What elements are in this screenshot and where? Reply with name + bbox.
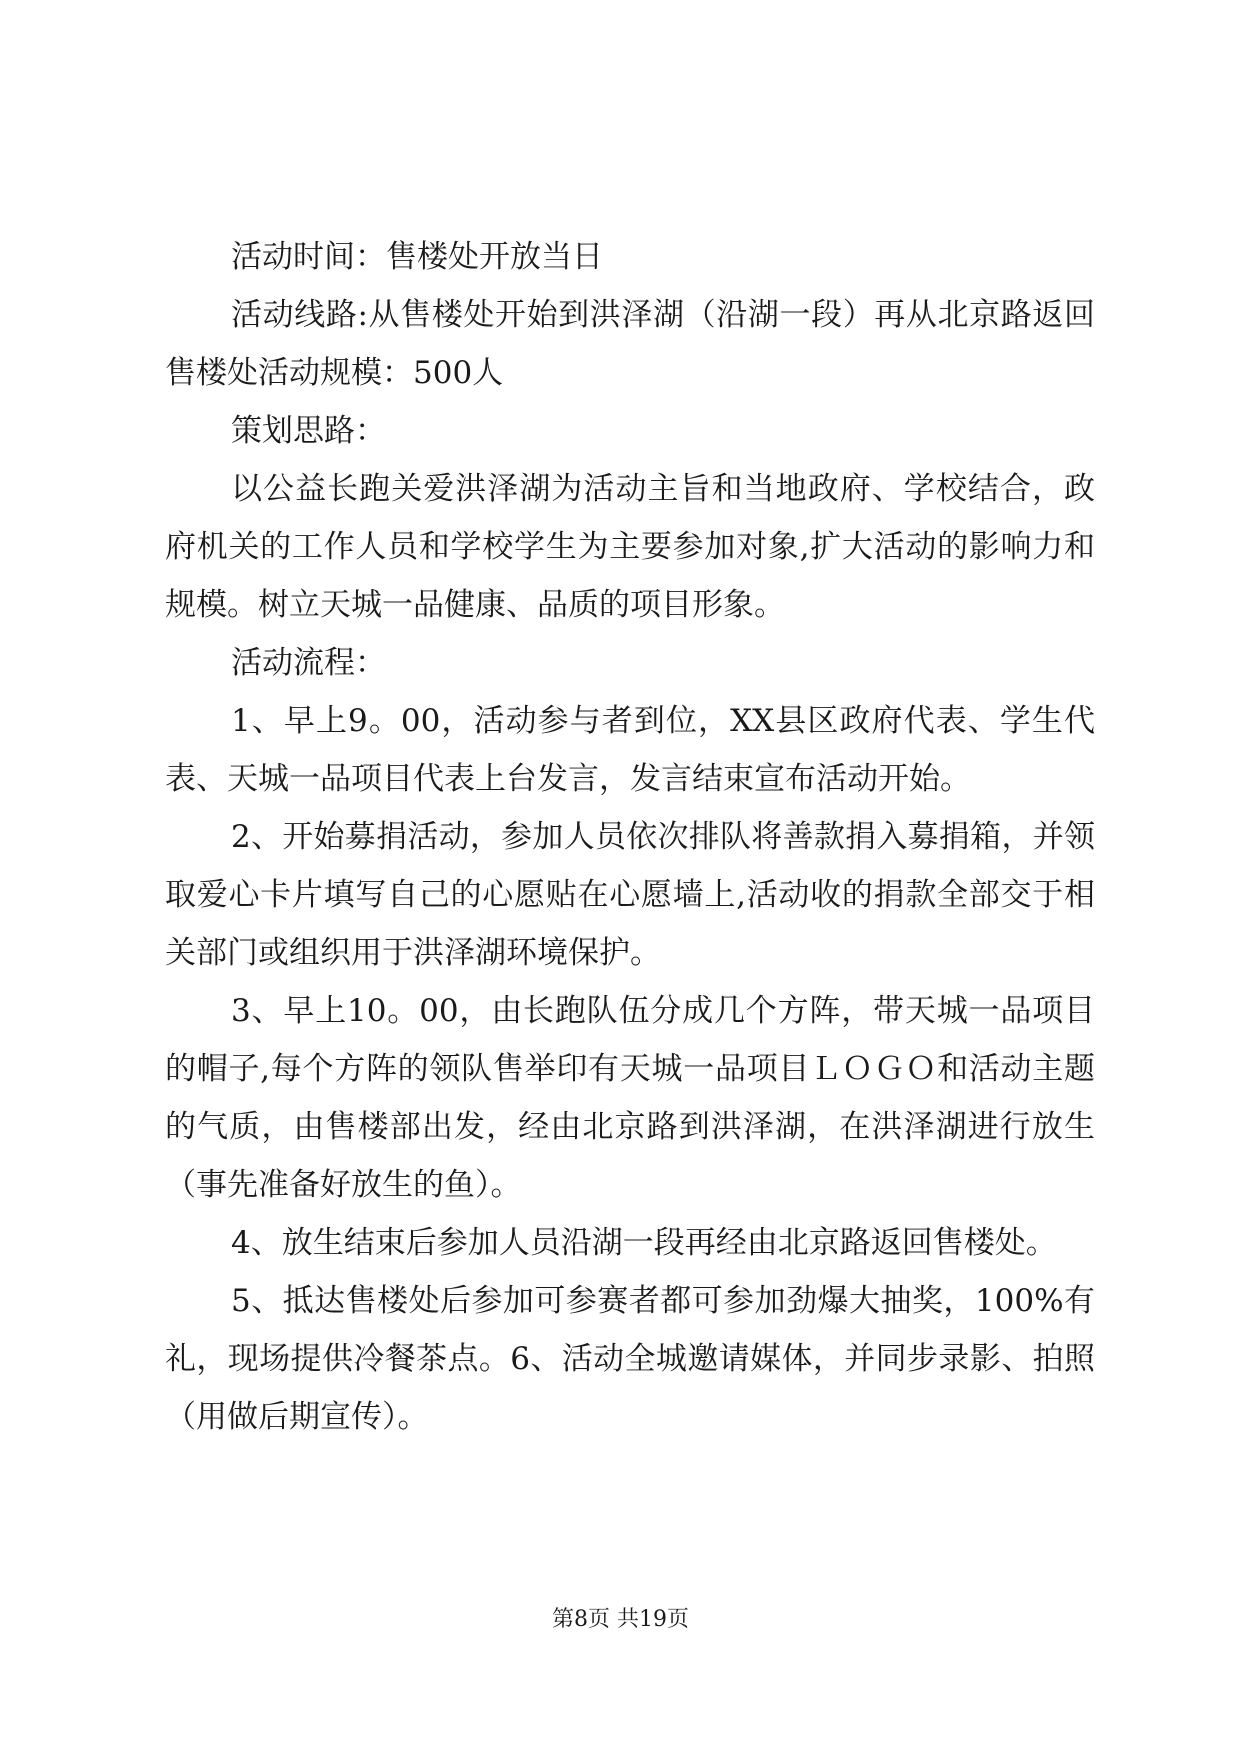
paragraph-process-heading: 活动流程： (231, 645, 386, 681)
paragraph-planning-heading: 策划思路： (231, 413, 386, 449)
paragraph-step-1: 1、早上9。00，活动参与者到位，XX县区政府代表、学生代表、天城一品项目代表上台发言，发言结束宣布活动开始。 (165, 703, 1095, 797)
document-body (165, 228, 1095, 1446)
paragraph-planning-body: 以公益长跑关爱洪泽湖为活动主旨和当地政府、学校结合，政府机关的工作人员和学校学生为主要参加对象,扩大活动的影响力和规模。树立天城一品健康、品质的项目形象。 (165, 471, 1095, 623)
page-number-indicator: 第8页 共19页 (552, 1607, 689, 1632)
paragraph-activity-time: 活动时间：售楼处开放当日 (231, 239, 603, 275)
page-footer (0, 1605, 1241, 1635)
paragraph-step-4: 4、放生结束后参加人员沿湖一段再经由北京路返回售楼处。 (231, 1225, 1057, 1261)
paragraph-step-3: 3、早上10。00，由长跑队伍分成几个方阵，带天城一品项目的帽子,每个方阵的领队售举印有天城一品项目ＬＯＧＯ和活动主题的气质，由售楼部出发，经由北京路到洪泽湖，在洪泽湖进行放生（事先准备好放生的鱼）。 (165, 993, 1095, 1203)
paragraph-step-5-6: 5、抵达售楼处后参加可参赛者都可参加劲爆大抽奖，100%有礼，现场提供冷餐茶点。6、活动全城邀请媒体，并同步录影、拍照（用做后期宣传）。 (165, 1283, 1095, 1435)
paragraph-activity-route: 活动线路:从售楼处开始到洪泽湖（沿湖一段）再从北京路返回售楼处活动规模：500人 (165, 297, 1095, 391)
paragraph-step-2: 2、开始募捐活动，参加人员依次排队将善款捐入募捐箱，并领取爱心卡片填写自己的心愿贴在心愿墙上,活动收的捐款全部交于相关部门或组织用于洪泽湖环境保护。 (165, 819, 1095, 971)
